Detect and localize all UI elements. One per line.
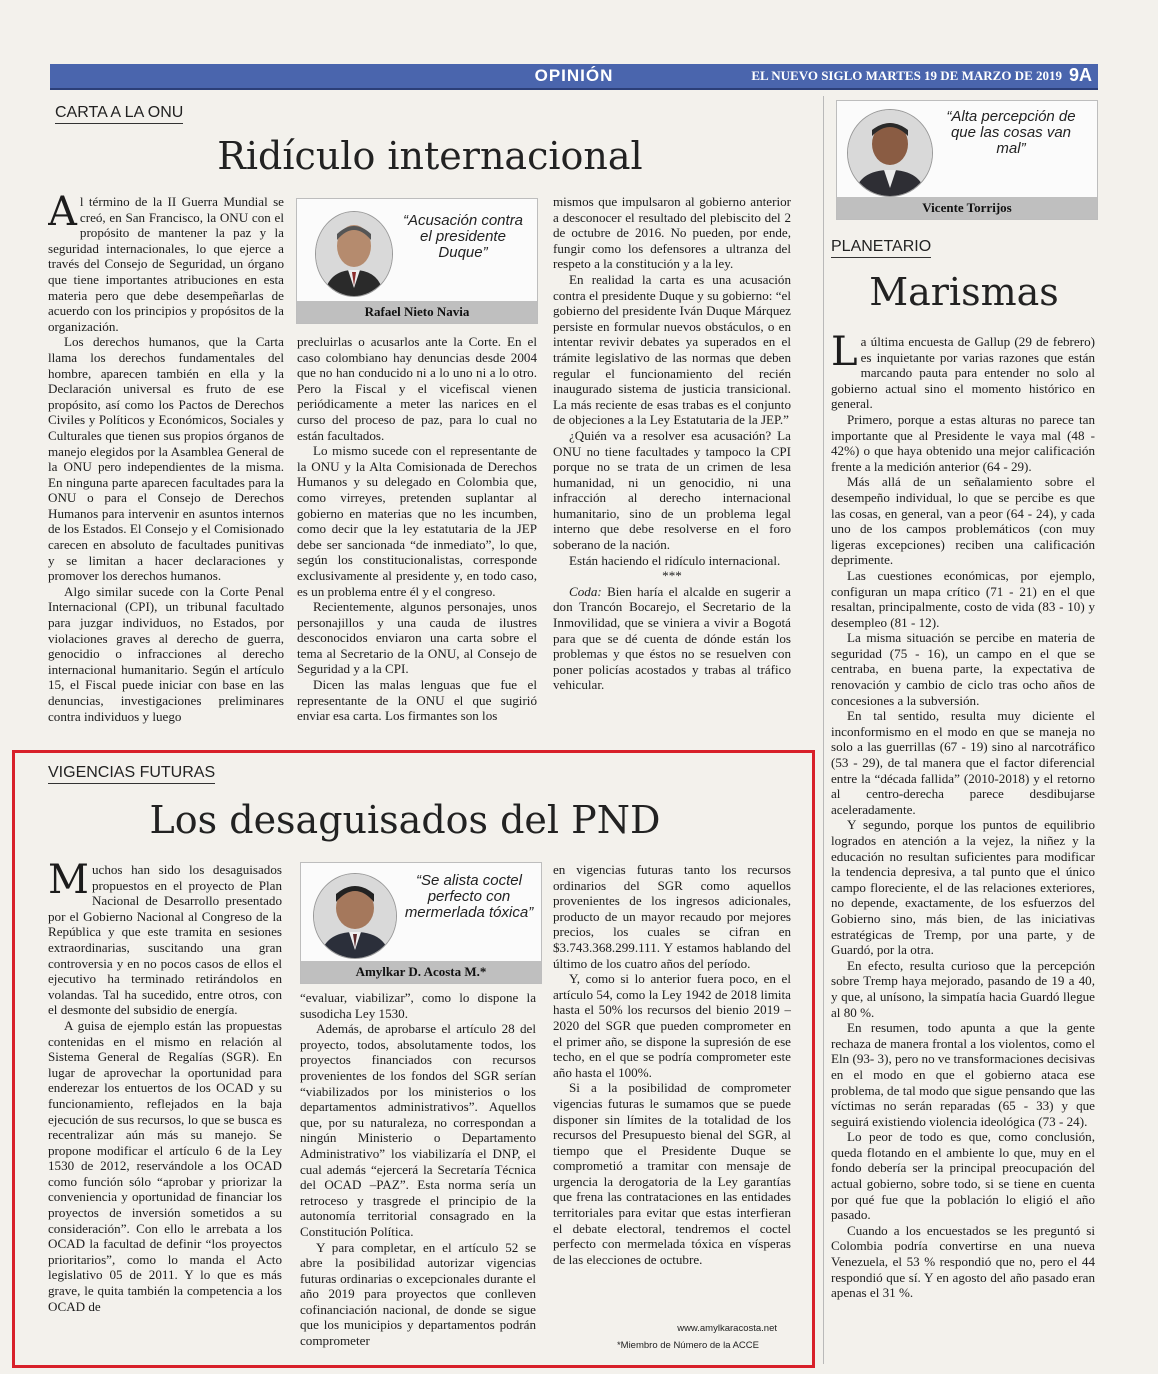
article3-author-name: Vicente Torrijos — [837, 197, 1097, 219]
paragraph: a última encuesta de Gallup (29 de febrero) es inquietante por varias razones que están marcando pauta para entender no solo al gobierno actual sino el momento histórico en general. — [831, 334, 1095, 412]
article3-pull-quote: “Alta percepción de que las cosas van mal” — [946, 108, 1076, 157]
article1-column-1 — [48, 194, 284, 750]
paragraph: A guisa de ejemplo están las propuestas contenidas en el mismo en relación al Sistema General de Regalías (SGR). En lugar de aprovechar la oportunidad para enderezar los entuertos de los OCAD y su funcionamiento, reflejados en la baja ejecución de sus recursos, lo que se busca es recentralizar aún más su manejo. Se propone modificar el artículo 6 de la Ley 1530 de 2012, reservándole a los OCAD como función sólo “aprobar y priorizar la conveniencia y oportunidad de financiar los proyectos de inversión sometidos a su consideración”. Con ello le arrebata a los OCAD la facultad de definir “los proyectos prioritarios”, como lo manda el Acto legislativo 05 de 2011. Y lo que es más grave, le quita también la competencia a los OCAD de — [48, 1017, 282, 1314]
article3-dropcap: L — [831, 334, 858, 375]
article1-pull-quote: “Acusación contra el presidente Duque” — [402, 212, 524, 261]
paragraph: Recientemente, algunos personajes, unos personajillos y una cauda de ilustres desconocidos enviaron una carta sobre el tema al Secretario de la ONU, al Consejo de Seguridad y a la CPI. — [297, 599, 537, 677]
article2-column-2 — [300, 990, 536, 1358]
paragraph: Y segundo, porque los puntos de equilibrio logrados en atención a la vejez, la niñez y la educación no resultan suficientes para modificar la tendencia depresiva, a tal punto que el único campo floreciente, el de las relaciones exteriores, no depende, exactamente, de los esfuerzos del Gobierno sino, más bien, de las iniciativas estratégicas de Tremp, por una parte, y de Guardó, por la otra. — [831, 817, 1095, 958]
article2-column-1 — [48, 862, 282, 1356]
article2-author-box — [300, 862, 542, 984]
paragraph: La misma situación se percibe en materia de seguridad (75 - 16), un campo en el que se centraba, en buena parte, la expectativa de renovación y cambio de ciclo tras ocho años de concesiones a la subversión. — [831, 630, 1095, 708]
coda-text: Bien haría el alcalde en sugerir a don Trancón Bocarejo, el Secretario de la Inmovilidad, que se viniera a vivir a Bogotá para que se dé cuenta de dónde están los problemas y que éstos no se resuelven con poner policías acostados y trabas al tráfico vehicular. — [553, 583, 791, 693]
column-divider — [823, 96, 824, 1364]
author-portrait — [313, 873, 397, 959]
article2-pull-quote: “Se alista coctel perfecto con mermerlada tóxica” — [404, 872, 534, 921]
article3-author-box — [836, 100, 1098, 220]
paragraph: Primero, porque a estas alturas no parece tan importante que al Presidente le vaya mal (48 - 42%) o que haya obtenido una mejor calificación frente a la medición anterior (64 - 29). — [831, 411, 1095, 474]
section-header-bar — [50, 64, 1098, 90]
separator-stars: *** — [662, 568, 682, 584]
article2-column-3 — [553, 862, 791, 1320]
paragraph: Y para completar, en el artículo 52 se abre la posibilidad autorizar vigencias futuras ordinarias o excepcionales durante el año 2019 para proyectos que conlleven cofinanciación nacional, de donde se sigue que los municipios y departamentos podrán comprometer — [300, 1239, 536, 1349]
paragraph: “evaluar, viabilizar”, como lo dispone la susodicha Ley 1530. — [300, 990, 536, 1021]
author-portrait — [847, 109, 933, 197]
paragraph: Si a la posibilidad de comprometer vigencias futuras le sumamos que se puede disponer sin límites de la totalidad de los recursos del Presupuesto bienal del SGR, al tiempo que el Presidente Duque se comprometió a tramitar con mensaje de urgencia la derogatoria de la Ley garantías que frena las contrataciones en las entidades territoriales para evitar que estas interfieran el debate electoral, tendremos el coctel perfecto con mermelada tóxica en vísperas de las elecciones de octubre. — [553, 1080, 791, 1267]
paragraph: en vigencias futuras tanto los recursos ordinarios del SGR como aquellos provenientes de los ingresos adicionales, producto de un mayor recaudo por mejores precios, los cuales se cifran en $3.743.368.299.111. Y estamos hablando del último de los cuatro años del período. — [553, 862, 791, 971]
article2-author-name: Amylkar D. Acosta M.* — [301, 961, 541, 983]
section-name: OPINIÓN — [534, 66, 614, 85]
paragraph: Cuando a los encuestados se les preguntó si Colombia podría convertirse en una nueva Venezuela, el 53 % respondió que no, pero el 44 respondió que sí. Y en agosto del año pasado eran apenas el 31 %. — [831, 1222, 1095, 1301]
article3-title: Marismas — [869, 270, 1059, 314]
paragraph: Más allá de un señalamiento sobre el desempeño individual, lo que se percibe es que las cosas, en general, van a peor (64 - 24), y cada uno de los campos problemáticos (con muy ligeras excepciones) reciben una calificación deprimente. — [831, 474, 1095, 568]
paragraph: En efecto, resulta curioso que la percepción sobre Tremp haya mejorado, pasando de 19 a 40, y que, al unísono, la simpatía hacia Guardó llegue al 80 %. — [831, 957, 1095, 1020]
paragraph: Algo similar sucede con la Corte Penal Internacional (CPI), un tribunal facultado para juzgar individuos, no Estados, por violaciones graves al derecho de guerra, genocidio o infracciones al derecho internacional humanitario. Según el artículo 15, el Fiscal puede iniciar con base en las denuncias, investigaciones preliminares contra individuos y luego — [48, 583, 284, 724]
article3-kicker: PLANETARIO — [831, 238, 931, 258]
paragraph: Las cuestiones económicas, por ejemplo, configuran un mapa crítico (71 - 21) en el que resaltan, principalmente, costo de vida (83 - 10) y desempleo (81 - 12). — [831, 567, 1095, 630]
paper-date: EL NUEVO SIGLO MARTES 19 DE MARZO DE 2019 — [751, 68, 1062, 83]
paragraph: precluirlas o acusarlos ante la Corte. En el caso colombiano hay denuncias desde 2004 que no han conducido ni a lo uno ni a lo otro. Pero la Fiscal y el vicefiscal vienen periódicamente a meter las narices en el curso del proceso de paz, para lo cual no están facultados. — [297, 334, 537, 443]
paragraph: Los derechos humanos, que la Carta llama los derechos fundamentales del hombre, aparecen también en ella y la Declaración universal es fruto de ese propósito, así como los Pactos de Derechos Civiles y Políticos y Económicos, Sociales y Culturales que tienen sus propios órganos de manejo elegidos por la Asamblea General de la ONU pero independientes de la misma. En ninguna parte aparecen facultades para la ONU o para el Consejo de Derechos Humanos para intervenir en asuntos internos de los Estados. El Consejo y el Comisionado carecen en absoluto de facultades punitivas y se limitan a hacer declaraciones y promover los derechos humanos. — [48, 334, 284, 584]
article2-title: Los desaguisados del PND — [149, 798, 661, 842]
paragraph: mismos que impulsaron al gobierno anterior a desconocer el resultado del plebiscito del 2 de octubre de 2016. No pueden, por ende, fungir como los defensores a ultranza del respeto a la constitución y a la ley. — [553, 194, 791, 272]
article3-body — [831, 334, 1095, 1358]
paragraph: l término de la II Guerra Mundial se creó, en San Francisco, la ONU con el propósito de mantener la paz y la seguridad internacionales, lo que ejerce a través del Consejo de Seguridad, un órgano que tiene importantes atribuciones en esta materia pero que debe desempeñarlas de acuerdo con los principios y propósitos de la organización. — [48, 194, 284, 334]
author-footnote: *Miembro de Número de la ACCE — [616, 1340, 759, 1351]
paragraph: Dicen las malas lenguas que fue el representante de la ONU el que sugirió enviar esa carta. Los firmantes son los — [297, 677, 537, 724]
page-number: 9A — [1068, 65, 1092, 85]
author-website: www.amylkaracosta.net — [677, 1323, 777, 1334]
paragraph: En tal sentido, resulta muy diciente el inconformismo en el modo en que se maneja no solo a las guerrillas (67 - 19) sino al narcotráfico (53 - 29), de tal manera que el factor diferencial entre la “década fallida” (2010-2018) y el retorno al centro-derecha parece desdibujarse aceleradamente. — [831, 708, 1095, 817]
paragraph: ¿Quién va a resolver esa acusación? La ONU no tiene facultades y tampoco la CPI porque no se trata de un crimen de lesa humanidad, ni un genocidio, ni una infracción al derecho internacional humanitario, sino de un problema legal interno que debe resolverse en el foro soberano de la nación. — [553, 427, 791, 553]
paragraph: En realidad la carta es una acusación contra el presidente Duque y su gobierno: “el gobierno del presidente Iván Duque Márquez persiste en formular nuevos obstáculos, o en intentar revivir debates ya superados en el trámite legislativo de las normas que deben regular el funcionamiento del recién inaugurado sistema de justicia transicional. La más reciente de esas trabas es el conjunto de objeciones a la Ley Estatutaria de la JEP.” — [553, 271, 791, 428]
paragraph: Están haciendo el ridículo internacional. — [569, 552, 781, 568]
paragraph: uchos han sido los desaguisados propuestos en el proyecto de Plan Nacional de Desarrollo presentado por el Gobierno Nacional al Congreso de la República y que este tramita en sesiones extraordinarias, suscitando una gran controversia y en no pocos casos de ellos el ejecutivo ha terminado retirándolos en volandas. Tal ha sucedido, entre otros, con el desmonte del subsidio de energía. — [48, 862, 282, 1018]
article1-author-box — [296, 198, 538, 324]
article2-kicker: VIGENCIAS FUTURAS — [48, 764, 215, 784]
paragraph: Además, de aprobarse el artículo 28 del proyecto, todos, absolutamente todos, los proyectos financiados con recursos provenientes de los fondos del SGR serían “viabilizados por los ministerios o los departamentos administrativos”. Aquellos que, por su naturaleza, no correspondan a ningún Ministerio o Departamento Administrativo” los viabilizaría el DNP, el cual además “ejercerá la Secretaría Técnica del OCAD –PAZ”. Esta norma sería un retroceso y trasgrede el principio de la autonomía territorial consagrado en la Constitución Política. — [300, 1021, 536, 1239]
article1-title: Ridículo internacional — [217, 134, 643, 178]
article2-dropcap: M — [48, 862, 89, 903]
article1-column-3 — [553, 194, 791, 750]
coda-label: Coda: — [569, 583, 602, 599]
author-portrait — [315, 211, 393, 297]
paragraph: Lo mismo sucede con el representante de la ONU y la Alta Comisionada de Derechos Humanos y su delegado en Colombia que, como virreyes, pretenden suplantar al gobierno en materias que no les incumben, como decir que la ley estatutaria de la JEP debe ser sancionada “de inmediato”, lo que, según los constitucionalistas, corresponde exclusivamente al presidente y, en todo caso, es un problema entre él y el congreso. — [297, 443, 537, 599]
paragraph: Y, como si lo anterior fuera poco, en el artículo 54, como la Ley 1942 de 2018 limita hasta el 50% los recursos del bienio 2019 – 2020 del SGR que pueden comprometer en el primer año, se dispone la supresión de ese techo, en el que se podría comprometer este año hasta el 100%. — [553, 971, 791, 1080]
paragraph: En resumen, todo apunta a que la gente rechaza de manera frontal a los violentos, como el Eln (93- 3), pero no ve transformaciones decisivas en el modo en que el gobierno ataca ese problema, de tal modo que sigue pensando que las víctimas no serán reparadas (65 - 33) y que seguirá existiendo violencia ideológica (73 - 24). — [831, 1020, 1095, 1129]
article1-column-2 — [297, 334, 537, 750]
paragraph: Lo peor de todo es que, como conclusión, queda flotando en el ambiente lo que, muy en el fondo debería ser la principal preocupación del actual gobierno, sobre todo, si se tiene en cuenta por qué fue que la población lo eligió el año pasado. — [831, 1129, 1095, 1223]
article1-kicker: CARTA A LA ONU — [55, 104, 183, 124]
article1-author-name: Rafael Nieto Navia — [297, 301, 537, 323]
article1-dropcap: A — [48, 194, 77, 235]
